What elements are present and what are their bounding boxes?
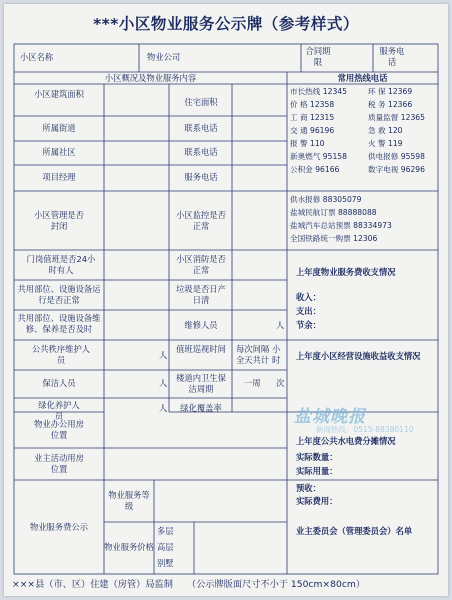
order-staff-label: 公共秩序维护人员 xyxy=(31,344,91,365)
building-type-villa: 别墅 xyxy=(157,558,174,568)
hotline-item: 全国铁路统一购票 12306 xyxy=(290,234,378,243)
newspaper-watermark: 盐城晚报 xyxy=(294,407,366,427)
equipment-label: 共用部位、设施设备运行是否正常 xyxy=(17,284,101,305)
repair-staff-unit: 人 xyxy=(276,320,285,330)
cleaning-scope-label: 楼道内卫生保洁周期 xyxy=(176,373,226,394)
hotline-item: 报 警 110 xyxy=(290,139,325,148)
street-phone-label: 联系电话 xyxy=(184,123,218,133)
hotline-item: 公积金 96166 xyxy=(290,165,340,174)
repair-staff-label: 维修人员 xyxy=(184,320,218,330)
green-rate-label: 绿化覆盖率 xyxy=(180,403,222,413)
hotline-item: 环 保 12369 xyxy=(368,87,413,96)
fee-label: 物业服务费公示 xyxy=(29,522,89,532)
annual-fee-heading: 上年度物业服务费收支情况 xyxy=(296,267,396,277)
hotline-item: 数字电视 96296 xyxy=(368,165,425,174)
hotline-item: 火 警 119 xyxy=(368,139,403,148)
repair-timely-label: 共用部位、设施设备维修、保养是否及时 xyxy=(17,313,101,334)
hotline-item: 供水报修 88305079 xyxy=(290,195,362,204)
hotline-item: 工 商 12315 xyxy=(290,113,335,122)
newspaper-watermark-hotline: 新闻热线：0515-88380110 xyxy=(316,425,414,434)
community-label: 所属社区 xyxy=(42,147,76,157)
building-type-multi: 多层 xyxy=(157,526,174,536)
balance-label: 节余： xyxy=(296,320,321,330)
office-location-label: 物业办公用房位置 xyxy=(34,419,84,440)
garbage-label: 垃圾是否日产日清 xyxy=(176,284,226,305)
actual-count-label: 实际数量： xyxy=(296,452,338,462)
manager-label: 项目经理 xyxy=(42,172,76,182)
budget-label: 预收： xyxy=(296,483,321,493)
service-price-label: 物业服务价格 xyxy=(104,542,154,552)
hotline-item: 供电报修 95598 xyxy=(368,152,425,161)
committee-heading: 业主委员会（管理委员会）名单 xyxy=(296,526,413,536)
fire-label: 小区消防是否正常 xyxy=(176,254,226,275)
patrol-hour-unit: 小时 xyxy=(272,344,281,365)
shared-income-heading: 上年度小区经营设施收益收支情况 xyxy=(296,351,421,361)
patrol-label: 值班巡视时间 xyxy=(176,344,226,354)
footer xyxy=(12,576,442,590)
notice-board xyxy=(4,4,448,596)
hotline-item: 急 救 120 xyxy=(368,126,403,135)
manager-phone-label: 服务电话 xyxy=(184,172,218,182)
actual-fee-label: 实际费用： xyxy=(296,496,338,506)
hotline-item: 市长热线 12345 xyxy=(290,87,347,96)
residence-area-label: 住宅面积 xyxy=(184,97,218,107)
hotline-item: 新奥燃气 95158 xyxy=(290,152,347,161)
patrol-interval-label: 每次间隔全天共计 xyxy=(236,344,270,365)
hotline-item: 税 务 12366 xyxy=(368,100,413,109)
water-sharing-heading: 上年度公共水电费分摊情况 xyxy=(296,436,396,446)
footer-size-note: （公示牌版面尺寸不小于 150cm×80cm） xyxy=(186,579,366,590)
street-label: 所属街道 xyxy=(42,123,76,133)
expense-label: 支出： xyxy=(296,306,321,316)
monitor-label: 小区监控是否正常 xyxy=(176,210,226,231)
service-level-label: 物业服务等级 xyxy=(108,490,150,511)
property-company-label: 物业公司 xyxy=(147,52,181,62)
hotline-item: 盐城民航订票 88888088 xyxy=(290,208,377,217)
cleaning-staff-label: 保洁人员 xyxy=(42,378,76,388)
cleaning-times-unit: 次 xyxy=(276,378,285,388)
guard-24h-label: 门岗值班是否24小时有人 xyxy=(26,254,96,275)
closed-mgmt-label: 小区管理是否封闭 xyxy=(34,210,84,231)
cleaning-staff-unit: 人 xyxy=(159,378,168,388)
actual-usage-label: 实际用量： xyxy=(296,466,338,476)
green-staff-label: 绿化养护人员 xyxy=(38,400,80,421)
service-phone-label: 服务电话 xyxy=(379,46,405,67)
community-name-label: 小区名称 xyxy=(20,52,54,62)
income-label: 收入： xyxy=(296,292,321,302)
overview-header: 小区概况及物业服务内容 xyxy=(104,73,197,83)
owner-location-label: 业主活动用房位置 xyxy=(34,453,84,474)
page-title: ***小区物业服务公示牌（参考样式） xyxy=(93,15,359,33)
community-phone-label: 联系电话 xyxy=(184,147,218,157)
hotline-item: 质量监督 12365 xyxy=(368,113,425,122)
hotlines-header: 常用热线电话 xyxy=(337,73,388,83)
hotline-item: 交 通 96196 xyxy=(290,126,335,135)
contract-term-label: 合同期限 xyxy=(305,46,331,67)
hotline-item: 盐城汽车总站预票 88334973 xyxy=(290,221,392,230)
hotline-item: 价 格 12358 xyxy=(290,100,335,109)
cleaning-period-label: 一周 xyxy=(244,378,261,388)
building-area-label: 小区建筑面积 xyxy=(34,89,84,99)
green-staff-unit: 人 xyxy=(159,403,168,413)
order-staff-unit: 人 xyxy=(159,350,168,360)
footer-supervisor: ×××县（市、区）住建（房管）局监制 xyxy=(12,579,173,590)
building-type-high: 高层 xyxy=(157,542,174,552)
